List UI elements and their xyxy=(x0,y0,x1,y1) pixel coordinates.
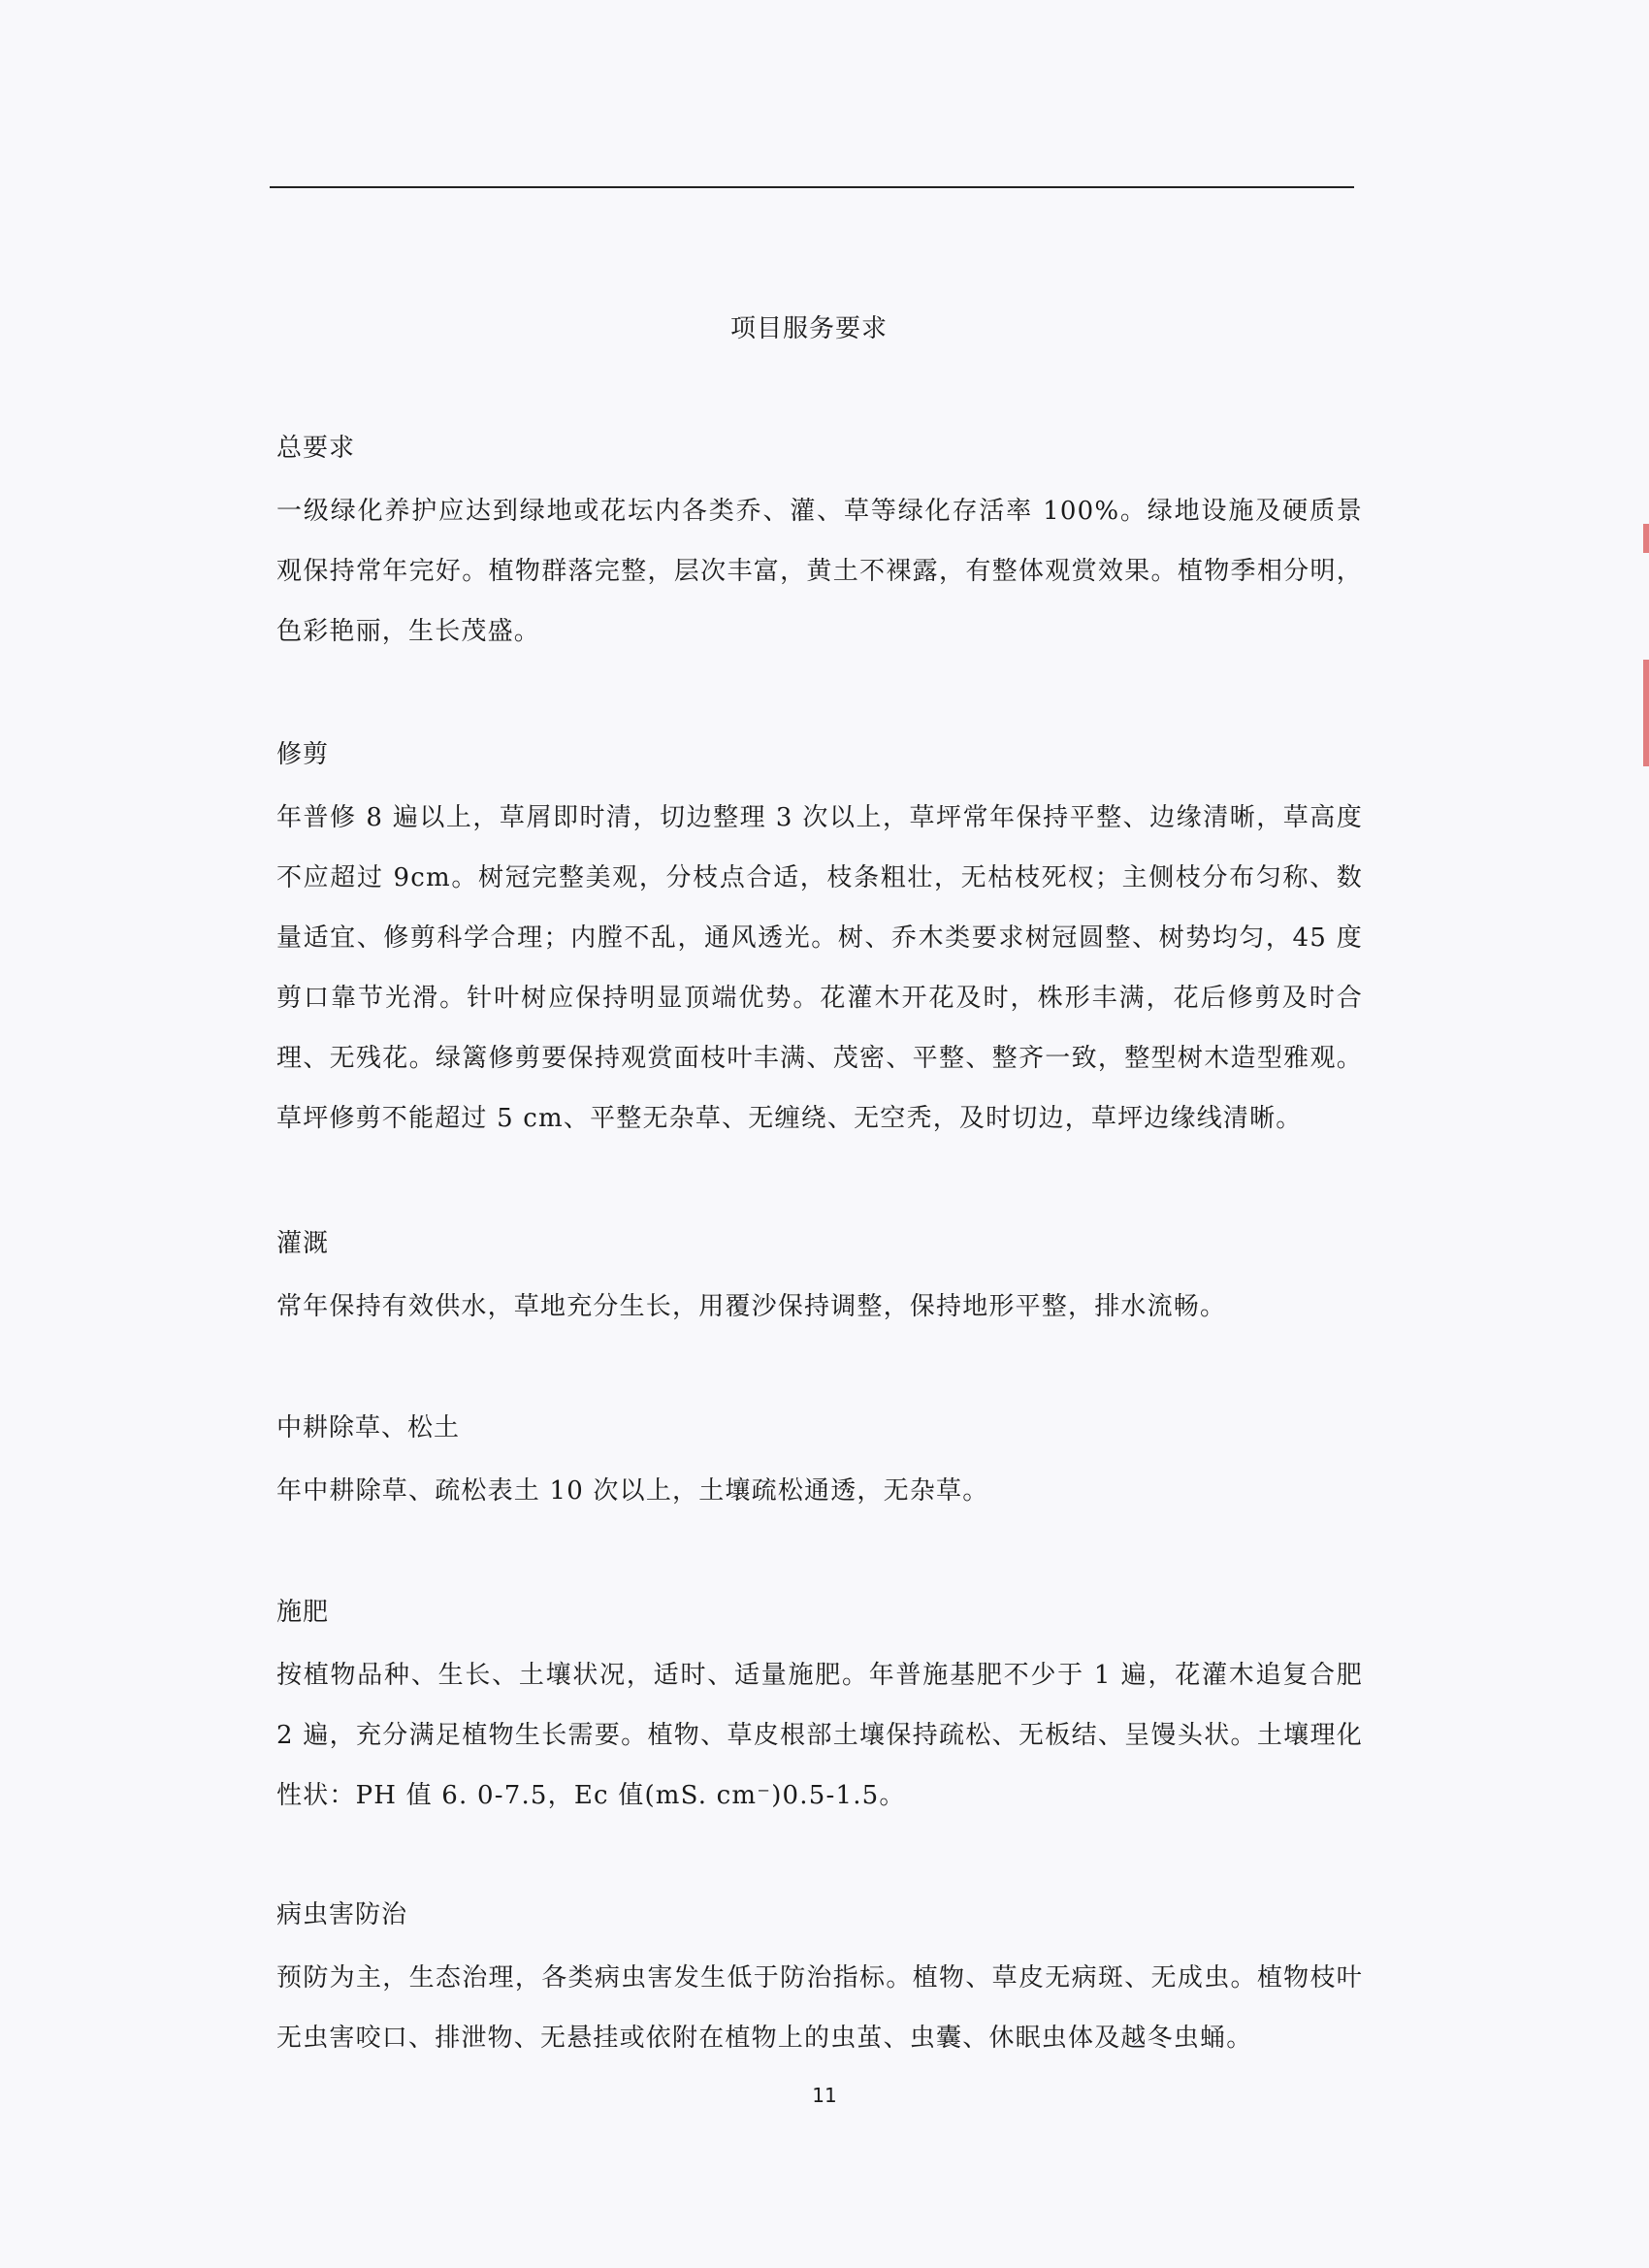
section-heading: 灌溉 xyxy=(276,1229,330,1258)
section-body: 按植物品种、生长、土壤状况，适时、适量施肥。年普施基肥不少于 1 遍，花灌木追复合肥 2 遍，充分满足植物生长需要。植物、草皮根部土壤保持疏松、无板结、呈馒头状。土壤理化性状：PH 值 6. 0-7.5，Ec 值(mS. cm⁻)0.5-1.5。 xyxy=(276,1661,1363,1810)
section-pruning xyxy=(276,735,1363,1149)
section-heading: 修剪 xyxy=(276,740,330,769)
section-heading: 施肥 xyxy=(276,1598,330,1627)
section-body: 预防为主，生态治理，各类病虫害发生低于防治指标。植物、草皮无病斑、无成虫。植物枝叶无虫害咬口、排泄物、无悬挂或依附在植物上的虫茧、虫囊、休眠虫体及越冬虫蛹。 xyxy=(276,1963,1363,2053)
section-body: 一级绿化养护应达到绿地或花坛内各类乔、灌、草等绿化存活率 100%。绿地设施及硬质景观保持常年完好。植物群落完整，层次丰富，黄土不裸露，有整体观赏效果。植物季相分明，色彩艳丽，生长茂盛。 xyxy=(276,497,1363,646)
section-fertilization xyxy=(276,1593,1363,1826)
section-irrigation xyxy=(276,1224,1363,1337)
scan-edge-mark xyxy=(1643,660,1649,766)
section-pest-control xyxy=(276,1895,1363,2068)
section-heading: 总要求 xyxy=(276,434,356,463)
header-rule xyxy=(270,186,1354,188)
document-title: 项目服务要求 xyxy=(729,314,888,343)
section-heading: 病虫害防治 xyxy=(276,1900,408,1929)
section-heading: 中耕除草、松土 xyxy=(276,1413,461,1442)
page-number: 11 xyxy=(812,2084,837,2107)
section-general-requirements xyxy=(276,429,1363,662)
section-body: 年普修 8 遍以上，草屑即时清，切边整理 3 次以上，草坪常年保持平整、边缘清晰，草高度不应超过 9cm。树冠完整美观，分枝点合适，枝条粗壮，无枯枝死杈；主侧枝分布匀称、数量适宜、修剪科学合理；内膛不乱，通风透光。树、乔木类要求树冠圆整、树势均匀，45 度剪口靠节光滑。针叶树应保持明显顶端优势。花灌木开花及时，株形丰满，花后修剪及时合理、无残花。绿篱修剪要保持观赏面枝叶丰满、茂密、平整、整齐一致，整型树木造型雅观。草坪修剪不能超过 5 cm、平整无杂草、无缠绕、无空秃，及时切边，草坪边缘线清晰。 xyxy=(276,803,1363,1133)
section-body: 年中耕除草、疏松表土 10 次以上，土壤疏松通透，无杂草。 xyxy=(276,1476,989,1506)
section-body: 常年保持有效供水，草地充分生长，用覆沙保持调整，保持地形平整，排水流畅。 xyxy=(276,1292,1227,1321)
scan-edge-mark xyxy=(1643,524,1649,553)
section-weeding-loosening xyxy=(276,1409,1363,1521)
